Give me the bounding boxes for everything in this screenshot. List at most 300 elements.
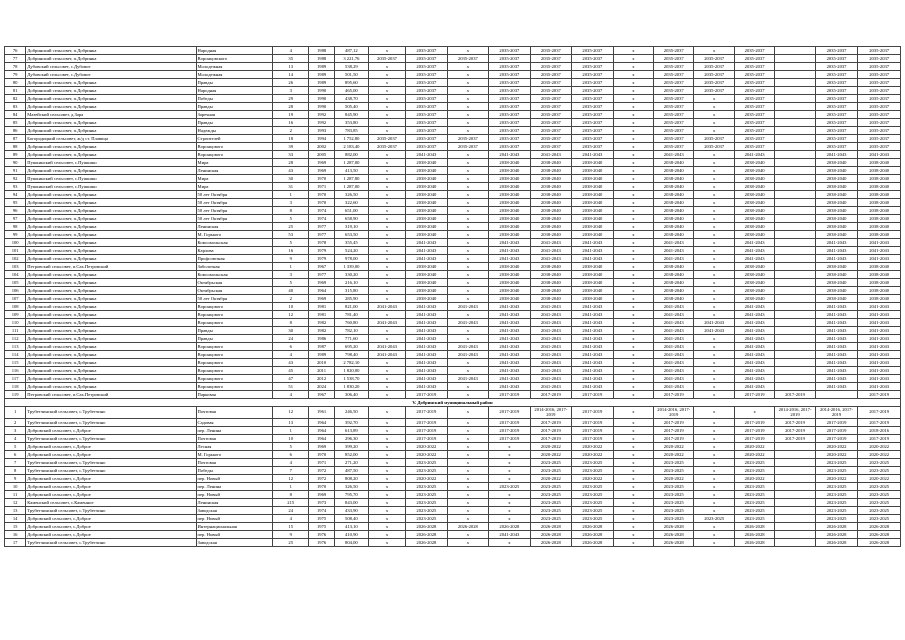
table-cell: x: [694, 263, 734, 271]
table-cell: 1990: [309, 95, 335, 103]
table-cell: 2017-2019: [815, 419, 858, 427]
table-cell: [775, 175, 815, 183]
table-cell: x: [613, 167, 653, 175]
table-cell: 1964: [309, 419, 335, 427]
table-cell: 2023-2025: [572, 491, 614, 499]
table-cell: 2038-2040: [406, 279, 448, 287]
table-cell: x: [613, 343, 653, 351]
table-row: [5, 295, 901, 303]
table-cell: 2023-2025: [815, 515, 858, 523]
table-cell: 2035-2037: [815, 63, 858, 71]
table-cell: 1976: [309, 539, 335, 547]
table-cell: 2026-2028: [572, 523, 614, 531]
table-cell: 106: [5, 287, 26, 295]
table-cell: 2035-2037: [654, 47, 694, 55]
table-cell: 1969: [309, 159, 335, 167]
table-cell: 2023-2025: [530, 483, 572, 491]
table-row: [5, 55, 901, 63]
table-cell: 2038-2040: [815, 263, 858, 271]
table-cell: x: [694, 475, 734, 483]
table-cell: 2035-2037: [530, 103, 572, 111]
table-cell: 2041-2043: [858, 343, 901, 351]
table-cell: 2041-2043: [530, 255, 572, 263]
table-cell: x: [613, 55, 653, 63]
table-cell: 90: [5, 159, 26, 167]
table-cell: 10: [273, 435, 309, 443]
table-cell: 5: [273, 215, 309, 223]
table-cell: 2041-2043: [734, 327, 774, 335]
table-cell: 2014-2016, 2017-2019: [530, 407, 572, 419]
table-cell: 108: [5, 303, 26, 311]
table-cell: x: [613, 119, 653, 127]
table-cell: 2020-2022: [734, 451, 774, 459]
table-cell: 2010: [309, 359, 335, 367]
table-cell: 2035-2037: [694, 135, 734, 143]
table-cell: 79: [5, 71, 26, 79]
table-cell: 2035-2037: [489, 71, 531, 79]
table-cell: 1975: [309, 523, 335, 531]
table-cell: 2041-2043: [734, 247, 774, 255]
table-cell: [775, 87, 815, 95]
table-cell: x: [613, 359, 653, 367]
table-cell: 2023-2025: [572, 507, 614, 515]
table-cell: x: [613, 255, 653, 263]
table-cell: 2038-2040: [406, 199, 448, 207]
table-cell: x: [447, 419, 489, 427]
table-cell: Воронцового: [196, 343, 273, 351]
table-cell: 2023-2025: [654, 459, 694, 467]
table-cell: 2041-2043: [406, 335, 448, 343]
table-cell: 2035-2037: [858, 63, 901, 71]
table-cell: 2041-2043: [572, 311, 614, 319]
table-cell: 2023-2025: [530, 467, 572, 475]
repair-schedule-table: [4, 46, 901, 547]
table-cell: 2017-2019: [858, 407, 901, 419]
table-cell: [775, 367, 815, 375]
table-cell: x: [694, 351, 734, 359]
table-cell: Добринский сельсовет, п.Добринка: [26, 343, 196, 351]
table-cell: x: [613, 207, 653, 215]
table-cell: x: [447, 335, 489, 343]
table-cell: пер. Новый: [196, 491, 273, 499]
table-cell: x: [368, 111, 405, 119]
table-cell: Воронцовского: [196, 55, 273, 63]
table-cell: x: [613, 87, 653, 95]
table-cell: 1: [273, 427, 309, 435]
table-cell: x: [694, 255, 734, 263]
table-cell: 2038-2040: [734, 263, 774, 271]
table-cell: 2038-2040: [406, 287, 448, 295]
table-cell: 695,20: [334, 343, 368, 351]
table-cell: 2038-2040: [858, 295, 901, 303]
table-cell: Воронцового: [196, 383, 273, 391]
table-cell: 2023-2025: [572, 515, 614, 523]
table-cell: 80: [5, 79, 26, 87]
table-cell: Добринский сельсовет, п.Добринка: [26, 287, 196, 295]
table-cell: x: [694, 435, 734, 443]
table-cell: [775, 311, 815, 319]
table-cell: 2035-2037: [815, 87, 858, 95]
table-cell: 2041-2043: [406, 247, 448, 255]
table-cell: 2026-2028: [858, 539, 901, 547]
table-cell: x: [368, 467, 405, 475]
table-cell: 1971: [309, 183, 335, 191]
table-cell: 505,40: [334, 103, 368, 111]
table-cell: x: [368, 167, 405, 175]
table-cell: x: [368, 427, 405, 435]
table-cell: 16: [5, 531, 26, 539]
table-cell: 2017-2019: [734, 435, 774, 443]
table-cell: 2041-2043: [815, 375, 858, 383]
table-cell: 3: [273, 199, 309, 207]
table-cell: 1 339,00: [334, 263, 368, 271]
table-cell: [775, 47, 815, 55]
table-cell: 2038-2040: [406, 215, 448, 223]
table-cell: x: [489, 451, 531, 459]
table-cell: Добринский сельсовет, п.Добринка: [26, 255, 196, 263]
table-cell: 2023-2025: [406, 515, 448, 523]
table-cell: 24: [273, 507, 309, 515]
table-cell: 783,85: [334, 127, 368, 135]
table-cell: 2035-2037: [734, 143, 774, 151]
table-cell: 2038-2040: [489, 167, 531, 175]
table-cell: 4: [273, 391, 309, 399]
table-cell: 2041-2043: [654, 239, 694, 247]
table-cell: 2038-2040: [858, 159, 901, 167]
table-row: [5, 263, 901, 271]
table-row: [5, 247, 901, 255]
table-cell: 2038-2040: [572, 159, 614, 167]
table-cell: [775, 55, 815, 63]
table-cell: 2035-2037: [572, 111, 614, 119]
table-cell: Почтовая: [196, 435, 273, 443]
table-cell: 1979: [309, 247, 335, 255]
table-cell: [815, 391, 858, 399]
table-cell: 89: [5, 151, 26, 159]
table-cell: 2035-2037: [734, 135, 774, 143]
table-cell: x: [694, 127, 734, 135]
table-cell: x: [694, 207, 734, 215]
table-cell: 1990: [309, 103, 335, 111]
table-cell: x: [694, 103, 734, 111]
table-cell: 2038-2040: [654, 271, 694, 279]
table-cell: Лесная: [196, 443, 273, 451]
table-cell: 1967: [309, 263, 335, 271]
table-cell: 2035-2037: [406, 87, 448, 95]
table-cell: x: [734, 407, 774, 419]
table-cell: Добринский сельсовет, п.Добринка: [26, 47, 196, 55]
table-cell: 2035-2037: [858, 135, 901, 143]
table-cell: 2038-2040: [530, 175, 572, 183]
table-cell: 2038-2040: [858, 175, 901, 183]
table-cell: x: [447, 79, 489, 87]
table-cell: 2038-2040: [489, 175, 531, 183]
table-cell: x: [447, 287, 489, 295]
table-row: [5, 199, 901, 207]
table-cell: Почтовая: [196, 459, 273, 467]
table-cell: 1 287,00: [334, 159, 368, 167]
table-cell: 2035-2037: [734, 103, 774, 111]
table-cell: [775, 531, 815, 539]
table-row: [5, 483, 901, 491]
table-cell: 2038-2040: [734, 223, 774, 231]
table-cell: 1973: [309, 499, 335, 507]
table-cell: x: [447, 539, 489, 547]
table-cell: 2038-2040: [815, 287, 858, 295]
table-cell: [775, 515, 815, 523]
table-cell: 2041-2043: [447, 319, 489, 327]
table-cell: Октябрьская: [196, 279, 273, 287]
table-cell: 2038-2040: [734, 207, 774, 215]
table-cell: 2035-2037: [694, 79, 734, 87]
table-cell: 2038-2040: [858, 167, 901, 175]
table-cell: 413,50: [334, 167, 368, 175]
table-cell: 2041-2043: [530, 383, 572, 391]
table-cell: 2002: [309, 143, 335, 151]
table-cell: x: [613, 95, 653, 103]
table-cell: 2041-2043: [572, 247, 614, 255]
table-cell: 3: [273, 87, 309, 95]
table-cell: 2038-2040: [530, 263, 572, 271]
table-cell: 487,12: [334, 47, 368, 55]
table-cell: x: [694, 375, 734, 383]
table-cell: Трубетчинский сельсовет, с.Трубетчино: [26, 435, 196, 443]
table-cell: 2024: [309, 383, 335, 391]
table-cell: x: [613, 475, 653, 483]
table-cell: x: [613, 407, 653, 419]
table-cell: 2035-2037: [734, 55, 774, 63]
table-cell: Пушкинский сельсовет, с.Пушкино: [26, 183, 196, 191]
table-cell: x: [447, 103, 489, 111]
table-cell: 2038-2040: [530, 295, 572, 303]
table-cell: [775, 71, 815, 79]
table-cell: 2041-2043: [368, 303, 405, 311]
table-cell: 2035-2037: [572, 63, 614, 71]
table-cell: x: [447, 483, 489, 491]
table-cell: 2041-2043: [815, 351, 858, 359]
table-cell: x: [447, 531, 489, 539]
table-cell: 2023-2025: [406, 467, 448, 475]
table-cell: 2038-2040: [572, 207, 614, 215]
table-cell: 28: [273, 159, 309, 167]
table-cell: 2038-2040: [654, 183, 694, 191]
table-cell: 2023-2025: [406, 483, 448, 491]
table-cell: x: [447, 311, 489, 319]
table-cell: 31: [273, 183, 309, 191]
table-cell: 43: [273, 359, 309, 367]
table-row: [5, 327, 901, 335]
table-cell: 2035-2037: [530, 47, 572, 55]
table-cell: 2035-2037: [734, 71, 774, 79]
table-cell: 2017-2019: [654, 419, 694, 427]
table-cell: 12: [5, 499, 26, 507]
table-cell: 104: [5, 271, 26, 279]
table-cell: 1 752,80: [334, 135, 368, 143]
table-row: [5, 507, 901, 515]
table-row: [5, 475, 901, 483]
table-cell: пер. Ленина: [196, 427, 273, 435]
table-row: [5, 523, 901, 531]
table-cell: [775, 239, 815, 247]
table-cell: 1979: [309, 255, 335, 263]
table-cell: 2035-2037: [654, 119, 694, 127]
table-row: [5, 183, 901, 191]
table-cell: x: [368, 271, 405, 279]
table-cell: 399,20: [334, 443, 368, 451]
table-cell: 2023-2025: [530, 515, 572, 523]
table-cell: 2035-2037: [489, 79, 531, 87]
table-cell: 2041-2043: [406, 351, 448, 359]
table-cell: 1969: [309, 279, 335, 287]
table-cell: 2038-2040: [406, 263, 448, 271]
table-cell: 118: [5, 383, 26, 391]
table-cell: x: [368, 207, 405, 215]
table-cell: 2026-2028: [815, 539, 858, 547]
table-row: [5, 255, 901, 263]
table-cell: 2035-2037: [815, 143, 858, 151]
table-cell: 28: [273, 103, 309, 111]
table-cell: 1970: [309, 191, 335, 199]
table-cell: x: [368, 119, 405, 127]
table-cell: x: [368, 311, 405, 319]
table-cell: [775, 63, 815, 71]
table-cell: 2026-2028: [654, 539, 694, 547]
table-cell: 2035-2037: [447, 55, 489, 63]
table-cell: x: [613, 459, 653, 467]
table-cell: 4: [273, 47, 309, 55]
table-cell: x: [368, 499, 405, 507]
table-cell: x: [694, 335, 734, 343]
table-cell: 285,90: [334, 295, 368, 303]
table-cell: 2041-2043: [406, 239, 448, 247]
table-row: [5, 303, 901, 311]
table-cell: 2017-2019: [530, 435, 572, 443]
table-cell: 1987: [309, 343, 335, 351]
table-cell: 4: [273, 351, 309, 359]
table-cell: x: [368, 443, 405, 451]
table-cell: Трубетчинский сельсовет, с.Трубетчино: [26, 507, 196, 515]
table-cell: x: [447, 183, 489, 191]
table-cell: x: [447, 119, 489, 127]
table-cell: x: [694, 191, 734, 199]
table-cell: 87: [5, 135, 26, 143]
table-cell: 2035-2037: [572, 71, 614, 79]
table-cell: 2023-2025: [815, 459, 858, 467]
table-cell: 2017-2019: [815, 435, 858, 443]
table-cell: x: [694, 231, 734, 239]
table-cell: 2026-2028: [815, 523, 858, 531]
table-cell: Ленинская: [196, 223, 273, 231]
table-cell: 2023-2025: [530, 459, 572, 467]
table-cell: x: [447, 263, 489, 271]
table-cell: Петровский сельсовет, п.Сах.Петровский: [26, 263, 196, 271]
table-cell: 2035-2037: [406, 143, 448, 151]
table-cell: x: [447, 491, 489, 499]
table-cell: Добринский сельсовет, п.Добринка: [26, 215, 196, 223]
table-cell: 2041-2043: [489, 319, 531, 327]
table-cell: Добринский сельсовет, п.Добринка: [26, 271, 196, 279]
table-cell: 2041-2043: [572, 151, 614, 159]
table-cell: 13: [273, 419, 309, 427]
table-cell: 2023-2025: [572, 483, 614, 491]
table-cell: 2023-2025: [858, 507, 901, 515]
table-cell: 2041-2043: [654, 247, 694, 255]
table-cell: 2038-2040: [654, 287, 694, 295]
table-cell: x: [613, 483, 653, 491]
table-cell: x: [694, 491, 734, 499]
table-cell: 2035-2037: [406, 71, 448, 79]
table-cell: 2038-2040: [406, 183, 448, 191]
table-cell: x: [694, 239, 734, 247]
table-cell: [775, 215, 815, 223]
table-cell: 2041-2043: [734, 239, 774, 247]
table-cell: 1969: [309, 491, 335, 499]
table-cell: x: [368, 127, 405, 135]
table-cell: x: [368, 175, 405, 183]
table-cell: x: [613, 247, 653, 255]
table-cell: x: [613, 539, 653, 547]
table-cell: x: [613, 263, 653, 271]
table-cell: 97: [5, 215, 26, 223]
table-cell: 2020-2022: [858, 451, 901, 459]
table-cell: 2038-2040: [858, 183, 901, 191]
table-cell: 2038-2040: [530, 223, 572, 231]
table-cell: 2023-2025: [572, 499, 614, 507]
table-cell: 2041-2043: [694, 319, 734, 327]
table-cell: 2035-2037: [489, 111, 531, 119]
table-cell: 1974: [309, 507, 335, 515]
table-cell: 2041-2043: [572, 303, 614, 311]
table-cell: 2023-2025: [815, 483, 858, 491]
table-cell: x: [613, 287, 653, 295]
table-cell: 296,30: [334, 435, 368, 443]
table-cell: 76: [5, 47, 26, 55]
table-cell: 2041-2043: [489, 531, 531, 539]
table-cell: 2038-2040: [858, 263, 901, 271]
table-cell: [775, 135, 815, 143]
table-cell: Молодежная: [196, 71, 273, 79]
table-cell: 2041-2043: [368, 343, 405, 351]
table-cell: Добринский сельсовет, п.Добринка: [26, 207, 196, 215]
table-cell: [775, 539, 815, 547]
table-cell: x: [613, 103, 653, 111]
table-cell: пер. Новый: [196, 531, 273, 539]
table-cell: 2038-2040: [734, 271, 774, 279]
table-cell: 2035-2037: [530, 63, 572, 71]
table-cell: [775, 143, 815, 151]
table-cell: x: [447, 247, 489, 255]
table-cell: Добринский сельсовет, п.Добринка: [26, 143, 196, 151]
table-cell: x: [613, 239, 653, 247]
table-cell: 2023-2025: [858, 459, 901, 467]
table-cell: 2038-2040: [815, 231, 858, 239]
table-cell: 353,80: [334, 119, 368, 127]
table-cell: 7: [5, 459, 26, 467]
table-cell: 2038-2040: [858, 215, 901, 223]
table-cell: 322,60: [334, 199, 368, 207]
table-cell: 2041-2043: [406, 343, 448, 351]
table-cell: 14: [273, 71, 309, 79]
table-cell: [775, 287, 815, 295]
table-cell: 1972: [309, 467, 335, 475]
table-cell: 2041-2043: [530, 335, 572, 343]
table-cell: 2041-2043: [368, 319, 405, 327]
table-cell: 2035-2037: [572, 79, 614, 87]
table-cell: 2017-2019: [489, 435, 531, 443]
table-row: [5, 135, 901, 143]
table-cell: x: [613, 231, 653, 239]
table-cell: x: [447, 215, 489, 223]
